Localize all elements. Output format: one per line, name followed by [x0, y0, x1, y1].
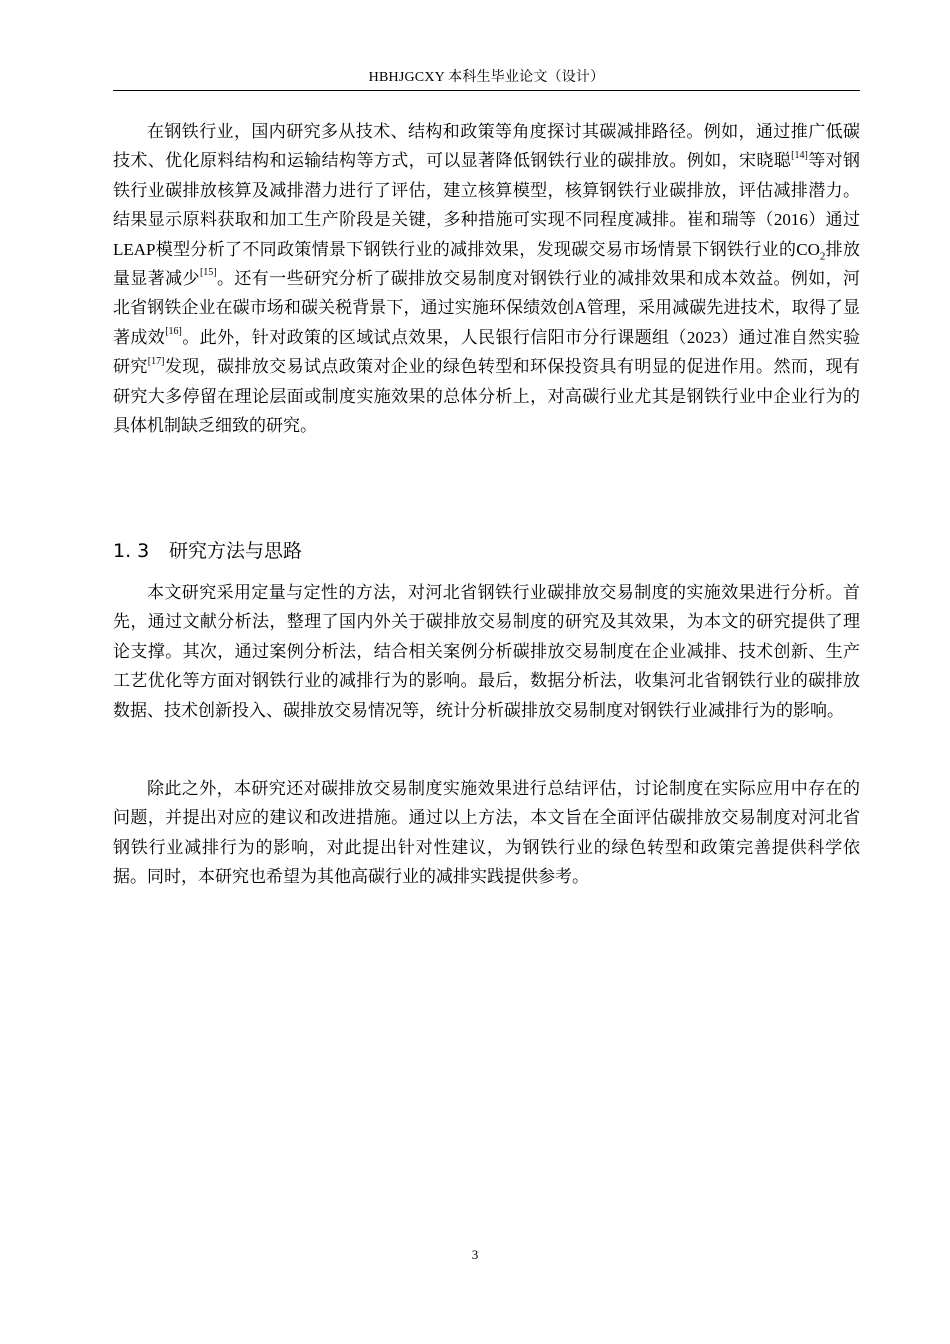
paragraph-steel-industry-research	[113, 117, 860, 440]
para1-text-4: 。还有一些研究分析了碳排放交易制度对钢铁行业的减排效果和成本效益。例如，河北省钢铁企业在碳市场和碳关税背景下，通过实施环保绩效创A管理，采用减碳先进技术，取得了显著成效	[113, 269, 861, 347]
citation-17: [17]	[147, 355, 165, 367]
citation-16: [16]	[165, 326, 182, 338]
para1-text-3: 排放量显著减少	[113, 239, 860, 289]
page-number: 3	[471, 1247, 479, 1262]
paragraph-research-goals: 除此之外，本研究还对碳排放交易制度实施效果进行总结评估，讨论制度在实际应用中存在的问题，并提出对应的建议和改进措施。通过以上方法，本文旨在全面评估碳排放交易制度对河北省钢铁行业减排行为的影响，对此提出针对性建议，为钢铁行业的绿色转型和政策完善提供科学依据。同时，本研究也希望为其他高碳行业的减排实践提供参考。	[113, 779, 860, 887]
para1-text-1: 在钢铁行业，国内研究多从技术、结构和政策等角度探讨其碳减排路径。例如，通过推广低碳技术、优化原料结构和运输结构等方式，可以显著降低钢铁行业的碳排放。例如，宋晓聪	[113, 122, 860, 171]
para1-text-6: 发现，碳排放交易试点政策对企业的绿色转型和环保投资具有明显的促进作用。然而，现有研究大多停留在理论层面或制度实施效果的总体分析上，对高碳行业尤其是钢铁行业中企业行为的具体机制缺乏细致的研究。	[113, 357, 861, 436]
section-title: 研究方法与思路	[169, 540, 303, 562]
paragraph-research-methods: 本文研究采用定量与定性的方法，对河北省钢铁行业碳排放交易制度的实施效果进行分析。首先，通过文献分析法，整理了国内外关于碳排放交易制度的研究及其效果，为本文的研究提供了理论支撑。其次，通过案例分析法，结合相关案例分析碳排放交易制度在企业减排、技术创新、生产工艺优化等方面对钢铁行业的减排行为的影响。最后，数据分析法，收集河北省钢铁行业的碳排放数据、技术创新投入、碳排放交易情况等，统计分析碳排放交易制度对钢铁行业减排行为的影响。	[113, 583, 860, 720]
co2-subscript: 2	[819, 250, 826, 263]
section-heading	[113, 536, 860, 563]
section-number: 1. 3	[113, 540, 150, 562]
header-rule	[113, 90, 860, 91]
citation-14: [14]	[791, 149, 808, 161]
para1-text-5: 。此外，针对政策的区域试点效果，人民银行信阳市分行课题组（2023）通过准自然实验研究	[113, 327, 861, 377]
para1-text-2: 等对钢铁行业碳排放核算及减排潜力进行了评估，建立核算模型，核算钢铁行业碳排放，评估减排潜力。结果显示原料获取和加工生产阶段是关键，多种措施可实现不同程度减排。崔和瑞等（2016）通过LEAP模型分析了不同政策情景下钢铁行业的减排效果，发现碳交易市场情景下钢铁行业的CO	[113, 151, 861, 259]
citation-15: [15]	[199, 267, 217, 279]
page-header: HBHJGCXY 本科生毕业论文（设计）	[368, 70, 605, 85]
